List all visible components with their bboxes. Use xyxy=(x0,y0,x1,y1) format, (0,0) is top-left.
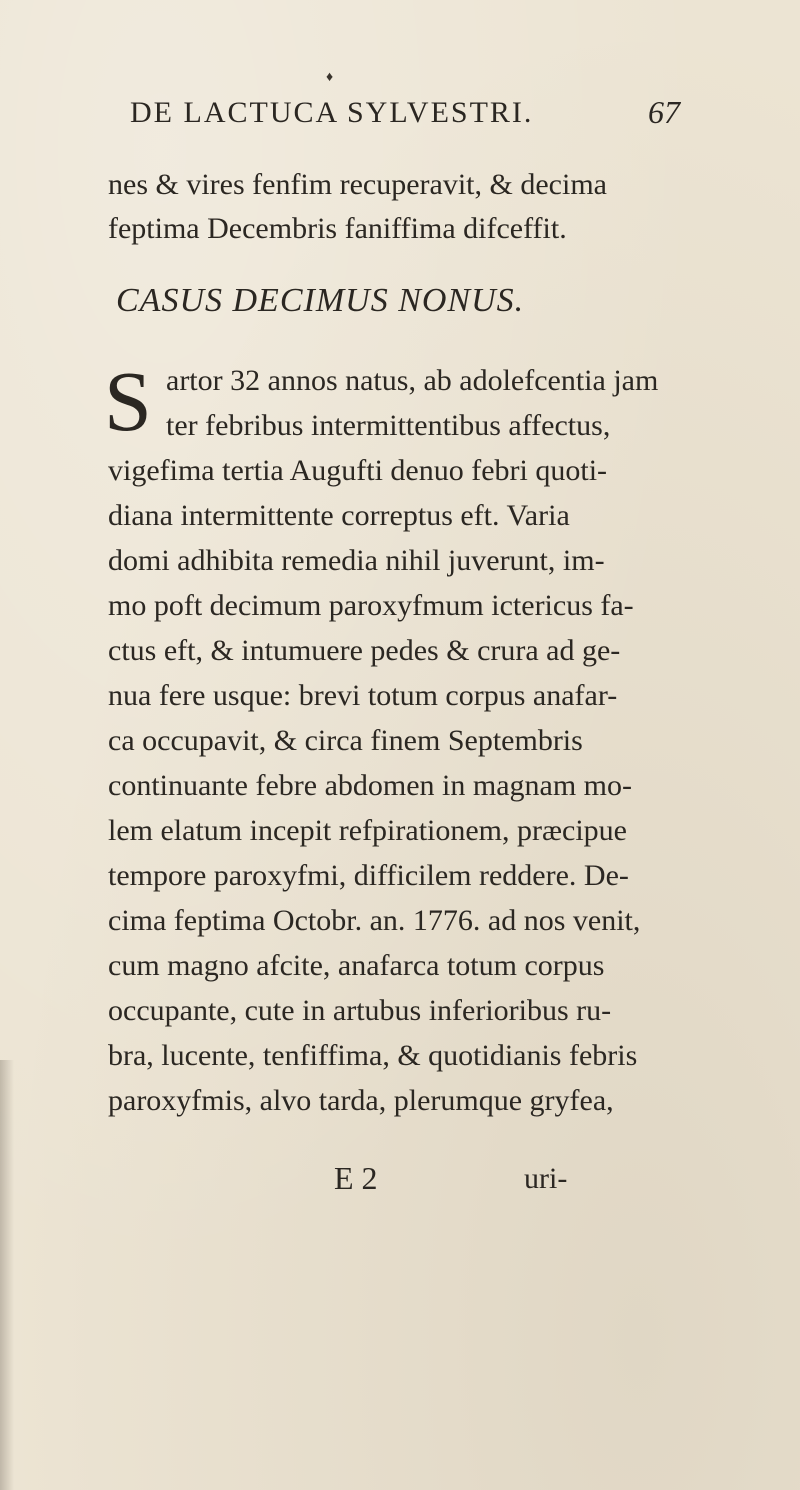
section-heading: CASUS DECIMUS NONUS. xyxy=(116,282,525,319)
text-line: lem elatum incepit refpirationem, præcipue xyxy=(108,814,627,847)
text-line: nes & vires fenfim recuperavit, & decima xyxy=(108,168,607,201)
signature-mark: E 2 xyxy=(334,1160,378,1196)
text-line: nua fere usque: brevi totum corpus anafar- xyxy=(108,679,618,712)
text-line: tempore paroxyfmi, difficilem reddere. De- xyxy=(108,859,629,892)
text-line: ctus eft, & intumuere pedes & crura ad ge- xyxy=(108,634,621,667)
text-line: vigefima tertia Augufti denuo febri quoti- xyxy=(108,454,608,487)
text-line: domi adhibita remedia nihil juverunt, im- xyxy=(108,544,605,577)
text-line: paroxyfmis, alvo tarda, plerumque gryfea, xyxy=(108,1084,614,1117)
text-line: cima feptima Octobr. an. 1776. ad nos venit, xyxy=(108,904,641,937)
text-line: continuante febre abdomen in magnam mo- xyxy=(108,769,632,802)
catchline xyxy=(0,1160,800,1200)
catchword: uri- xyxy=(524,1162,568,1195)
text-line: cum magno afcite, anafarca totum corpus xyxy=(108,949,605,982)
text-line: artor 32 annos natus, ab adolefcentia jam xyxy=(166,364,659,397)
text-line: mo poft decimum paroxyfmum ictericus fa- xyxy=(108,589,634,622)
running-head xyxy=(130,94,680,144)
gutter-shadow xyxy=(0,1060,14,1490)
text-line: diana intermittente correptus eft. Varia xyxy=(108,499,570,532)
page-number: 67 xyxy=(648,94,680,130)
drop-cap: S xyxy=(104,353,152,449)
text-line: bra, lucente, tenfiffima, & quotidianis febris xyxy=(108,1039,638,1072)
text-line: ca occupavit, & circa finem Septembris xyxy=(108,724,583,757)
text-line: ter febribus intermittentibus affectus, xyxy=(166,409,611,442)
ornament-mark: ♦ xyxy=(326,70,334,85)
running-title: DE LACTUCA SYLVESTRI. xyxy=(130,96,534,129)
text-line: feptima Decembris faniffima difceffit. xyxy=(108,212,567,245)
text-line: occupante, cute in artubus inferioribus ru- xyxy=(108,994,612,1027)
